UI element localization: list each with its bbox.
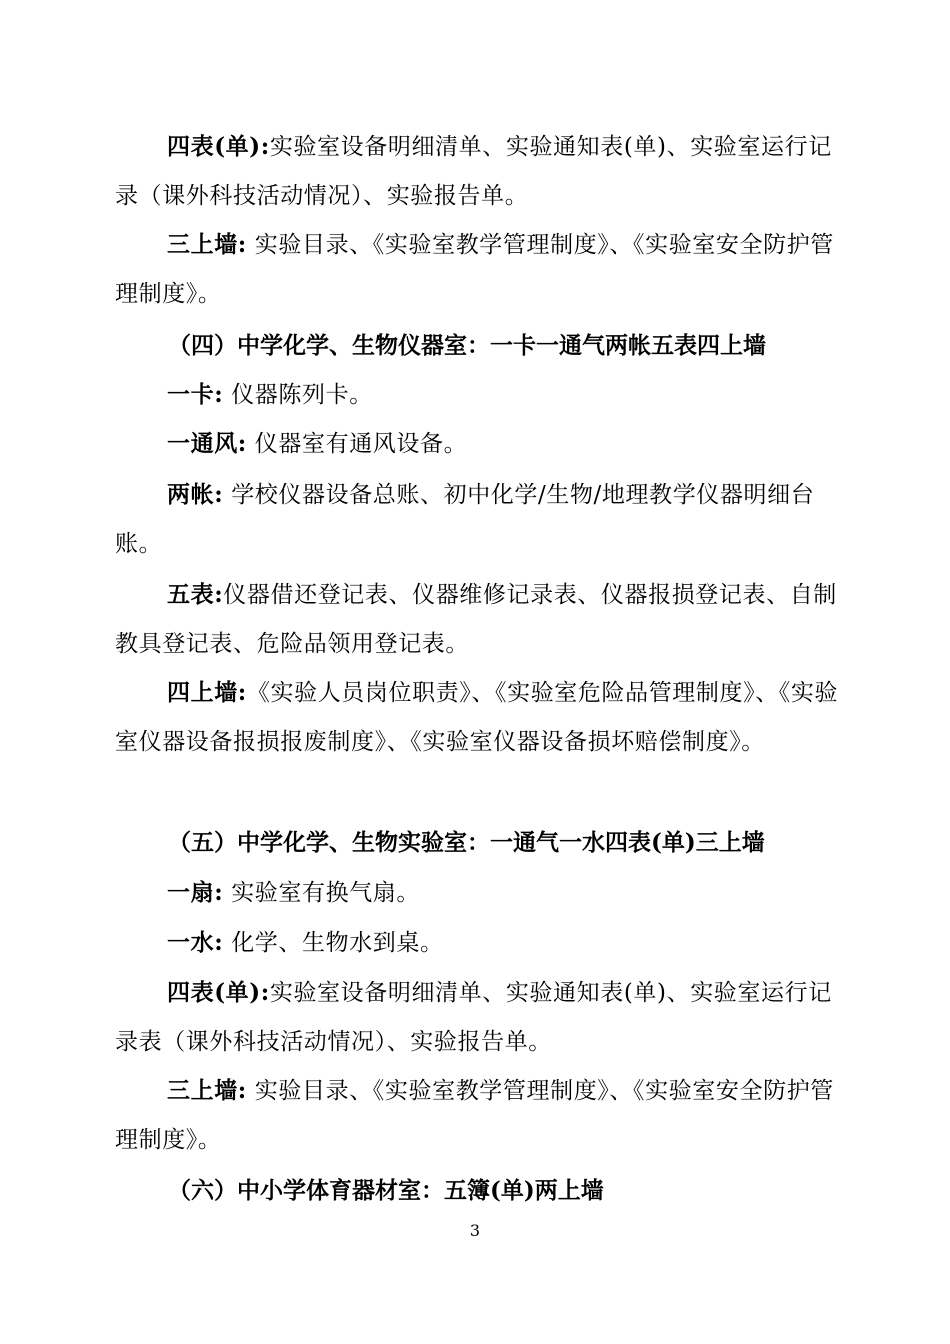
paragraph-one-ventilation <box>115 419 840 469</box>
section-heading-4: （四）中学化学、生物仪器室：一卡一通气两帐五表四上墙 <box>168 332 766 359</box>
paragraph-label: 四上墙: <box>167 679 247 706</box>
paragraph-three-on-wall-2 <box>115 1066 840 1165</box>
section-heading-5: （五）中学化学、生物实验室：一通气一水四表(单)三上墙 <box>168 829 765 856</box>
paragraph-two-ledgers <box>115 470 840 569</box>
paragraph-four-forms-2 <box>115 968 840 1067</box>
paragraph-text: 实验室有换气扇。 <box>223 880 421 906</box>
paragraph-text: 《实验人员岗位职责》、《实验室危险品管理制度》、《实验室仪器设备报损报废制度》、《实验室仪器设备损坏赔偿制度》。 <box>115 680 839 755</box>
paragraph-label: 一卡: <box>167 381 224 408</box>
paragraph-text: 仪器陈列卡。 <box>223 382 373 408</box>
paragraph-text: 学校仪器设备总账、初中化学/生物/地理教学仪器明细台账。 <box>115 482 815 557</box>
paragraph-four-forms-1 <box>115 122 840 221</box>
paragraph-label: 一通风: <box>167 430 247 457</box>
paragraph-label: 四表(单): <box>167 979 270 1006</box>
paragraph-text: 仪器室有通风设备。 <box>246 431 468 457</box>
paragraph-one-water <box>115 918 840 968</box>
paragraph-label: 四表(单): <box>167 133 270 160</box>
paragraph-four-on-wall <box>115 668 840 767</box>
paragraph-text: 实验目录、《实验室教学管理制度》、《实验室安全防护管理制度》。 <box>115 1078 834 1153</box>
paragraph-five-forms <box>115 570 840 669</box>
paragraph-text: 实验室设备明细清单、实验通知表(单)、实验室运行记录表（课外科技活动情况）、实验报告单。 <box>115 980 832 1055</box>
paragraph-text: 实验室设备明细清单、实验通知表(单)、实验室运行记录（课外科技活动情况）、实验报告单。 <box>115 134 832 209</box>
paragraph-one-fan <box>115 868 840 918</box>
paragraph-one-card <box>115 370 840 420</box>
paragraph-label: 五表: <box>167 581 224 608</box>
paragraph-label: 两帐: <box>167 481 224 508</box>
paragraph-three-on-wall-1 <box>115 220 840 319</box>
paragraph-label: 三上墙: <box>167 231 247 258</box>
page-number: 3 <box>469 1221 481 1240</box>
paragraph-text: 化学、生物水到桌。 <box>223 930 444 956</box>
paragraph-text: 实验目录、《实验室教学管理制度》、《实验室安全防护管理制度》。 <box>115 232 834 307</box>
section-heading-6: （六）中小学体育器材室：五簿(单)两上墙 <box>168 1177 604 1204</box>
paragraph-label: 一水: <box>167 929 224 956</box>
paragraph-text: 仪器借还登记表、仪器维修记录表、仪器报损登记表、自制教具登记表、危险品领用登记表。 <box>115 582 837 657</box>
paragraph-label: 一扇: <box>167 879 224 906</box>
paragraph-label: 三上墙: <box>167 1077 247 1104</box>
